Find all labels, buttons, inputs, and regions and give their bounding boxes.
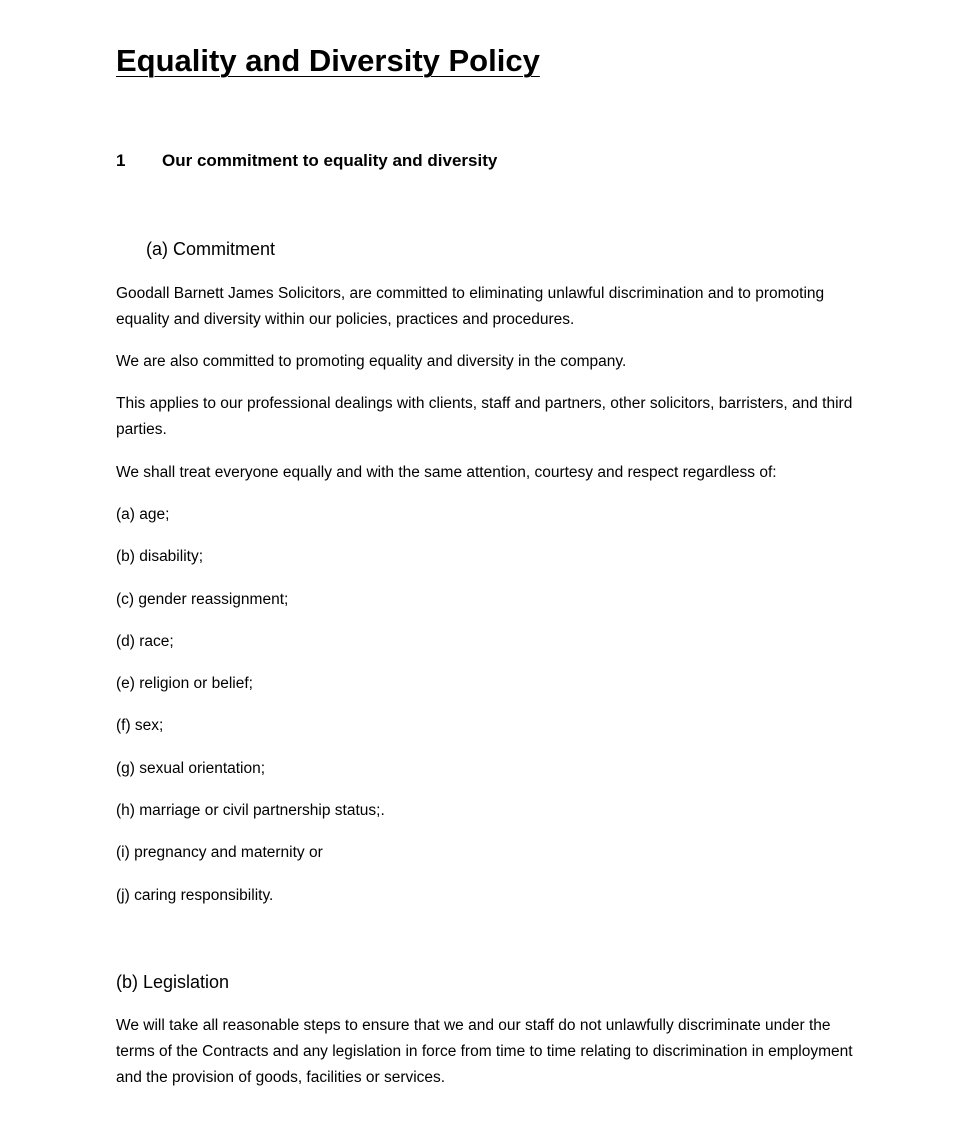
section-title: Our commitment to equality and diversity [162, 151, 498, 170]
list-item: (g) sexual orientation; [116, 759, 266, 777]
commitment-paragraph-4: We shall treat everyone equally and with the same attention, courtesy and respect regardless of: [116, 464, 777, 481]
commitment-heading: (a) Commitment [146, 239, 276, 259]
list-item: (a) age; [116, 506, 170, 523]
legislation-paragraph: We will take all reasonable steps to ensure that we and our staff do not unlawfully discriminate under the terms of the Contracts and any legislation in force from time to time relating to discrimination in employment and the provision of goods, facilities or services. [116, 1017, 853, 1086]
commitment-paragraph-2: We are also committed to promoting equality and diversity in the company. [116, 353, 627, 370]
commitment-paragraph-3: This applies to our professional dealings with clients, staff and partners, other solicitors, barristers, and third parties. [116, 395, 853, 438]
list-item: (c) gender reassignment; [116, 590, 289, 608]
commitment-paragraph-1: Goodall Barnett James Solicitors, are committed to eliminating unlawful discrimination and to promoting equality and diversity within our policies, practices and procedures. [116, 285, 825, 328]
list-item: (h) marriage or civil partnership status;. [116, 802, 385, 820]
section-number: 1 [116, 151, 126, 170]
list-item: (b) disability; [116, 548, 203, 566]
list-item: (e) religion or belief; [116, 675, 253, 693]
section-heading [116, 150, 497, 172]
list-item: (j) caring responsibility. [116, 886, 274, 904]
list-item: (i) pregnancy and maternity or [116, 844, 323, 862]
list-item: (d) race; [116, 632, 174, 650]
legislation-heading: (b) Legislation [116, 972, 230, 992]
document-title: Equality and Diversity Policy [116, 43, 540, 78]
list-item: (f) sex; [116, 717, 164, 735]
protected-characteristics-list [116, 502, 385, 925]
